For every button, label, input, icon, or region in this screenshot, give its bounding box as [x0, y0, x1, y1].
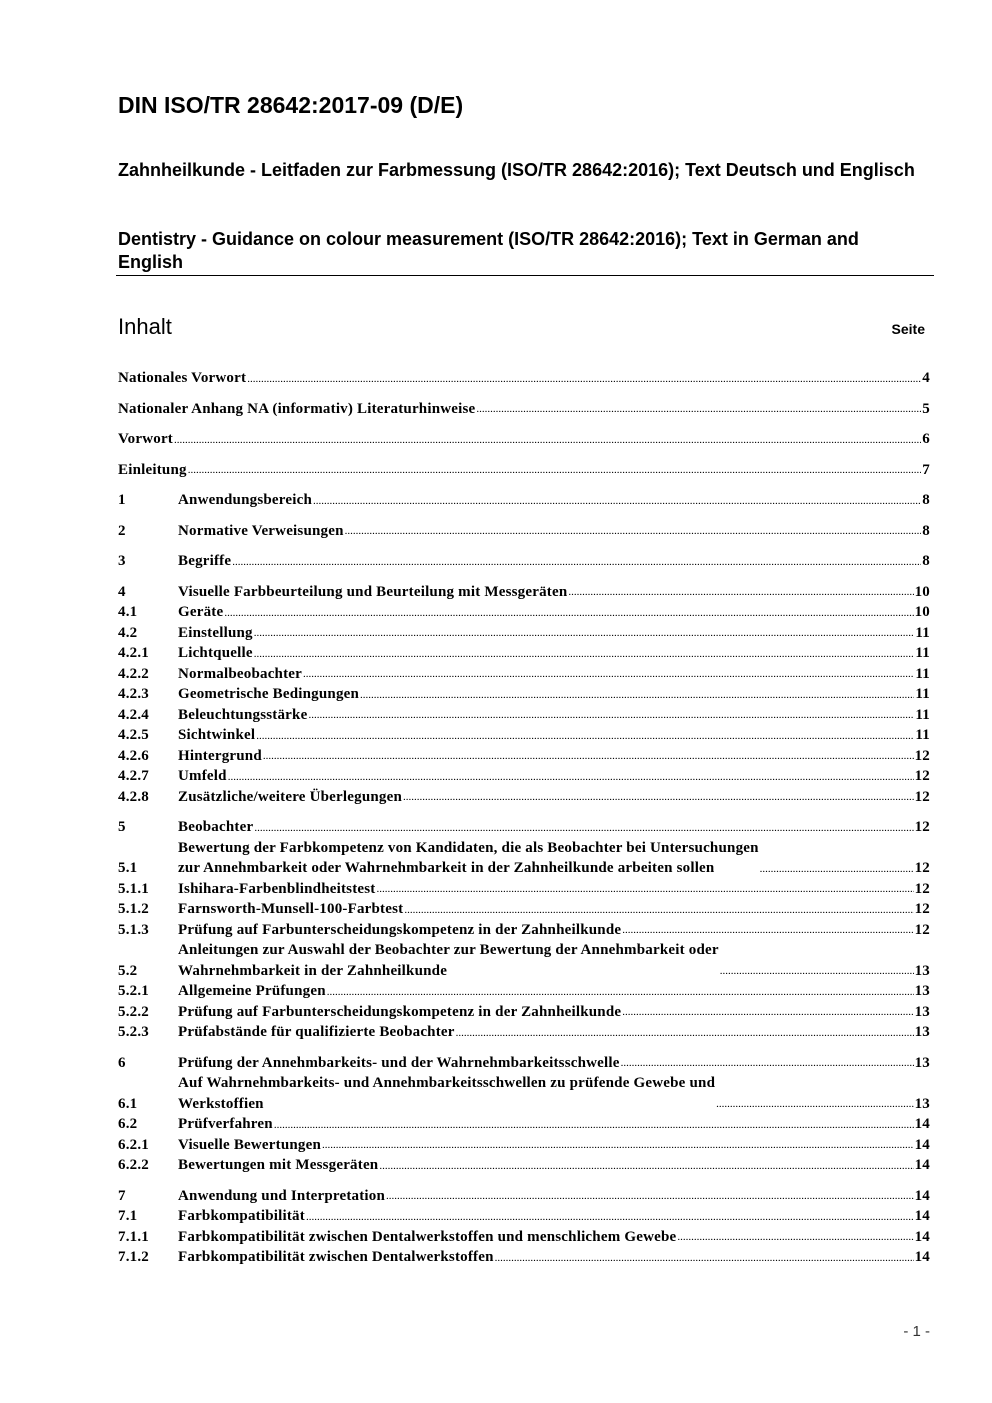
- toc-entry[interactable]: [118, 490, 930, 511]
- toc-entry-title-wrap: [178, 787, 915, 808]
- toc-leader-dots: [232, 555, 921, 572]
- page-column-label: Seite: [891, 321, 925, 337]
- toc-entry-page: 8: [922, 553, 930, 569]
- toc-entry-title: Prüfabstände für qualifizierte Beobachter: [178, 1024, 455, 1040]
- toc-entry-page: 8: [922, 492, 930, 508]
- toc-entry[interactable]: [118, 643, 930, 664]
- toc-entry[interactable]: [118, 705, 930, 726]
- toc-entry-page: 11: [915, 665, 930, 682]
- toc-entry[interactable]: [118, 460, 930, 481]
- toc-entry-title-wrap: [178, 521, 922, 542]
- toc-entry-page: 14: [914, 1249, 930, 1265]
- toc-entry-title: Ishihara-Farbenblindheitstest: [178, 880, 376, 897]
- toc-entry[interactable]: [118, 1073, 930, 1114]
- toc-leader-dots: [377, 882, 914, 899]
- toc-leader-dots: [720, 964, 914, 981]
- toc-entry-title-wrap: [178, 838, 915, 879]
- toc-entry-title-wrap: [118, 399, 922, 420]
- toc-entry-page: 11: [915, 706, 930, 723]
- toc-leader-dots: [622, 1005, 913, 1022]
- toc-entry-page: 11: [915, 624, 930, 641]
- toc-entry-number: 5.2.2: [118, 1003, 149, 1020]
- toc-entry[interactable]: [118, 521, 930, 542]
- toc-entry-number: 4.2.4: [118, 706, 149, 723]
- toc-entry-page: 14: [914, 1116, 930, 1132]
- toc-entry-number: 5.2.3: [118, 1024, 149, 1040]
- toc-entry-title: Geometrische Bedingungen: [178, 686, 360, 702]
- toc-entry-number: 4.2.1: [118, 645, 149, 661]
- toc-entry-title-wrap: [178, 725, 915, 746]
- toc-entry-title-wrap: [178, 1135, 915, 1156]
- toc-entry[interactable]: [118, 1053, 930, 1074]
- toc-entry-page: 12: [914, 747, 930, 764]
- toc-entry-title: Vorwort: [118, 431, 173, 447]
- toc-entry-title: Beobachter: [178, 819, 254, 835]
- toc-entry-number: 4.2.7: [118, 768, 149, 784]
- toc-entry-number: 2: [118, 522, 126, 539]
- toc-leader-dots: [677, 1230, 913, 1247]
- toc-entry[interactable]: [118, 1247, 930, 1268]
- toc-leader-dots: [456, 1026, 914, 1043]
- toc-entry[interactable]: [118, 766, 930, 787]
- toc-leader-dots: [495, 1251, 914, 1268]
- toc-entry-title: Sichtwinkel: [178, 727, 256, 743]
- toc-entry-page: 12: [914, 819, 930, 835]
- toc-entry-page: 12: [914, 788, 930, 805]
- toc-entry[interactable]: [118, 684, 930, 705]
- toc-entry-number: 6: [118, 1054, 126, 1071]
- toc-entry[interactable]: [118, 725, 930, 746]
- toc-entry-page: 11: [915, 727, 930, 743]
- toc-entry-title-wrap: [178, 623, 915, 644]
- toc-entry-title-wrap: [178, 1073, 915, 1114]
- toc-leader-dots: [188, 463, 922, 480]
- toc-leader-dots: [254, 647, 915, 664]
- toc-leader-dots: [303, 667, 914, 684]
- toc-entry-number: 4.2.6: [118, 747, 149, 764]
- toc-entry-title: Umfeld: [178, 768, 227, 784]
- toc-entry[interactable]: [118, 1114, 930, 1135]
- toc-leader-dots: [327, 985, 914, 1002]
- toc-entry-title-wrap: [178, 981, 915, 1002]
- toc-entry-title-lines: [178, 838, 759, 879]
- toc-leader-dots: [568, 585, 913, 602]
- toc-leader-dots: [174, 433, 921, 450]
- toc-entry[interactable]: [118, 664, 930, 685]
- toc-entry-title-wrap: [118, 368, 922, 389]
- toc-entry-title-wrap: [118, 429, 922, 450]
- toc-entry-number: 4.2.3: [118, 686, 149, 702]
- toc-entry-title: Farbkompatibilität: [178, 1208, 305, 1224]
- toc-entry-title: Visuelle Bewertungen: [178, 1136, 322, 1153]
- toc-heading: Inhalt: [118, 314, 172, 339]
- toc-entry-title-wrap: [178, 684, 915, 705]
- toc-entry-page: 11: [915, 645, 930, 661]
- toc-entry-number: 6.1: [118, 1095, 138, 1112]
- toc-entry-title: Anleitungen zur Auswahl der Beobachter zur Bewertung der Annehmbarkeit oder: [178, 942, 719, 958]
- toc-entry[interactable]: [118, 623, 930, 644]
- toc-entry-page: 14: [914, 1208, 930, 1224]
- toc-entry-number: 5.2: [118, 962, 138, 979]
- toc-entry-title-wrap: [178, 1002, 915, 1023]
- toc-entry-title: Nationales Vorwort: [118, 370, 247, 386]
- toc-entry[interactable]: [118, 940, 930, 981]
- toc-entry-page: 14: [914, 1187, 930, 1204]
- toc-entry[interactable]: [118, 787, 930, 808]
- toc-entry[interactable]: [118, 746, 930, 767]
- toc-entry[interactable]: [118, 1206, 930, 1227]
- toc-entry-number: 5.1.2: [118, 901, 149, 917]
- toc-entry-title-lines: [178, 940, 719, 981]
- toc-leader-dots: [256, 729, 914, 746]
- toc-entry[interactable]: [118, 899, 930, 920]
- toc-entry-title-wrap: [178, 1227, 915, 1248]
- toc-entry-number: 5: [118, 819, 126, 835]
- toc-leader-dots: [274, 1118, 914, 1135]
- toc-entry-page: 6: [922, 431, 930, 447]
- toc-entry-page: 13: [914, 1054, 930, 1071]
- toc-leader-dots: [404, 903, 913, 920]
- toc-entry-page: 14: [914, 1228, 930, 1245]
- toc-leader-dots: [254, 626, 915, 643]
- toc-leader-dots: [760, 862, 914, 879]
- toc-entry-title-wrap: [178, 705, 915, 726]
- toc-entry-page: 10: [914, 583, 930, 600]
- toc-entry-title: Nationaler Anhang NA (informativ) Literaturhinweise: [118, 400, 476, 417]
- toc-entry-title-wrap: [178, 817, 915, 838]
- toc-entry-number: 5.1.1: [118, 880, 149, 897]
- toc-entry[interactable]: [118, 1227, 930, 1248]
- toc-entry-number: 3: [118, 553, 126, 569]
- toc-entry-title: Geräte: [178, 604, 224, 620]
- toc-entry-title-wrap: [178, 490, 922, 511]
- toc-entry[interactable]: [118, 1022, 930, 1043]
- toc-entry-title: Prüfung auf Farbunterscheidungskompetenz in der Zahnheilkunde: [178, 1003, 622, 1020]
- toc-entry-page: 12: [914, 880, 930, 897]
- toc-entry[interactable]: [118, 981, 930, 1002]
- toc-entry-title: Beleuchtungsstärke: [178, 706, 308, 723]
- toc-entry-title: Begriffe: [178, 553, 232, 569]
- toc-entry-page: 13: [914, 962, 930, 979]
- toc-entry-number: 7.1.1: [118, 1228, 149, 1245]
- toc-entry[interactable]: [118, 1155, 930, 1176]
- toc-entry[interactable]: [118, 582, 930, 603]
- table-of-contents: [118, 368, 930, 1268]
- toc-entry-number: 4: [118, 583, 126, 600]
- toc-leader-dots: [263, 749, 914, 766]
- toc-entry-title: Farbkompatibilität zwischen Dentalwerkstoffen: [178, 1249, 494, 1265]
- toc-entry-title-wrap: [178, 1053, 915, 1074]
- toc-entry-title-continued: Wahrnehmbarkeit in der Zahnheilkunde: [178, 962, 448, 979]
- toc-entry-title-wrap: [178, 1186, 915, 1207]
- subtitle-english: Dentistry - Guidance on colour measurement (ISO/TR 28642:2016); Text in German and English: [118, 229, 859, 272]
- toc-entry-title-wrap: [178, 920, 915, 941]
- toc-entry-page: 13: [914, 1095, 930, 1112]
- toc-leader-dots: [716, 1097, 913, 1114]
- toc-entry-title: Anwendungsbereich: [178, 492, 312, 508]
- toc-entry-title: Normative Verweisungen: [178, 522, 344, 539]
- toc-entry-title-wrap: [178, 643, 915, 664]
- toc-entry-number: 7.1: [118, 1208, 138, 1224]
- toc-entry[interactable]: [118, 1002, 930, 1023]
- toc-entry-number: 7: [118, 1187, 126, 1204]
- toc-entry-title-wrap: [178, 551, 922, 572]
- toc-entry[interactable]: [118, 920, 930, 941]
- toc-entry-title: Lichtquelle: [178, 645, 253, 661]
- toc-entry-title-wrap: [178, 1155, 915, 1176]
- toc-leader-dots: [403, 790, 914, 807]
- toc-entry[interactable]: [118, 838, 930, 879]
- toc-entry-title-continued: zur Annehmbarkeit oder Wahrnehmbarkeit in der Zahnheilkunde arbeiten sollen: [178, 860, 715, 876]
- toc-entry-title: Allgemeine Prüfungen: [178, 983, 326, 999]
- toc-entry-title-wrap: [178, 899, 915, 920]
- toc-entry-page: 11: [915, 686, 930, 702]
- toc-leader-dots: [247, 372, 921, 389]
- subtitle-german: Zahnheilkunde - Leitfaden zur Farbmessung (ISO/TR 28642:2016); Text Deutsch und Englisch: [118, 160, 915, 180]
- toc-leader-dots: [224, 606, 913, 623]
- toc-entry-number: 4.2.8: [118, 788, 149, 805]
- toc-leader-dots: [386, 1189, 914, 1206]
- toc-entry-page: 12: [914, 921, 930, 938]
- toc-leader-dots: [306, 1210, 914, 1227]
- toc-entry[interactable]: [118, 1186, 930, 1207]
- toc-entry-page: 13: [914, 983, 930, 999]
- toc-entry-title: Anwendung und Interpretation: [178, 1187, 386, 1204]
- toc-entry-title-continued: Werkstoffien: [178, 1095, 264, 1112]
- toc-entry-number: 6.2: [118, 1116, 138, 1132]
- toc-entry-page: 12: [914, 768, 930, 784]
- toc-entry-title: Farnsworth-Munsell-100-Farbtest: [178, 901, 404, 917]
- toc-entry-title-wrap: [178, 664, 915, 685]
- toc-entry[interactable]: [118, 551, 930, 572]
- toc-entry-title: Bewertungen mit Messgeräten: [178, 1157, 379, 1173]
- toc-entry-page: 10: [914, 604, 930, 620]
- toc-entry-title-wrap: [178, 1114, 915, 1135]
- toc-entry-page: 13: [914, 1024, 930, 1040]
- toc-leader-dots: [254, 821, 913, 838]
- toc-entry[interactable]: [118, 399, 930, 420]
- toc-entry-title: Normalbeobachter: [178, 665, 303, 682]
- toc-entry-title: Zusätzliche/weitere Überlegungen: [178, 788, 403, 805]
- toc-entry[interactable]: [118, 429, 930, 450]
- toc-leader-dots: [345, 524, 922, 541]
- toc-leader-dots: [308, 708, 914, 725]
- toc-leader-dots: [322, 1138, 914, 1155]
- toc-entry-title-wrap: [178, 582, 915, 603]
- toc-entry[interactable]: [118, 602, 930, 623]
- toc-entry-title: Prüfung auf Farbunterscheidungskompetenz in der Zahnheilkunde: [178, 921, 622, 938]
- toc-entry[interactable]: [118, 879, 930, 900]
- toc-entry-title: Farbkompatibilität zwischen Dentalwerkstoffen und menschlichem Gewebe: [178, 1228, 677, 1245]
- toc-entry-title-wrap: [178, 1206, 915, 1227]
- toc-entry-title: Bewertung der Farbkompetenz von Kandidaten, die als Beobachter bei Untersuchungen: [178, 839, 759, 856]
- toc-leader-dots: [313, 494, 921, 511]
- toc-entry[interactable]: [118, 1135, 930, 1156]
- toc-entry-title-wrap: [178, 1247, 915, 1268]
- page-number: - 1 -: [903, 1323, 930, 1340]
- toc-entry-number: 4.1: [118, 604, 138, 620]
- toc-entry-title: Hintergrund: [178, 747, 262, 764]
- toc-entry-number: 4.2.5: [118, 727, 149, 743]
- toc-entry-title: Visuelle Farbbeurteilung und Beurteilung mit Messgeräten: [178, 583, 568, 600]
- toc-entry[interactable]: [118, 368, 930, 389]
- toc-entry-page: 14: [914, 1157, 930, 1173]
- toc-entry-title-wrap: [178, 766, 915, 787]
- toc-entry[interactable]: [118, 817, 930, 838]
- toc-leader-dots: [360, 688, 914, 705]
- toc-entry-title: Einleitung: [118, 461, 187, 478]
- toc-entry-title-wrap: [178, 1022, 915, 1043]
- toc-entry-number: 4.2: [118, 624, 138, 641]
- toc-entry-title-wrap: [178, 879, 915, 900]
- toc-entry-title-lines: [178, 1073, 715, 1114]
- toc-entry-number: 6.2.1: [118, 1136, 149, 1153]
- toc-entry-number: 6.2.2: [118, 1157, 149, 1173]
- toc-entry-title-wrap: [178, 940, 915, 981]
- toc-leader-dots: [379, 1159, 913, 1176]
- toc-entry-title: Auf Wahrnehmbarkeits- und Annehmbarkeitsschwellen zu prüfende Gewebe und: [178, 1075, 716, 1091]
- toc-entry-page: 4: [922, 370, 930, 386]
- toc-entry-number: 5.1.3: [118, 921, 149, 938]
- header-divider: [116, 275, 934, 276]
- toc-entry-number: 1: [118, 492, 126, 508]
- toc-leader-dots: [622, 923, 913, 940]
- toc-entry-number: 5.1: [118, 860, 138, 876]
- toc-entry-page: 7: [922, 461, 930, 478]
- toc-leader-dots: [621, 1056, 914, 1073]
- toc-entry-page: 13: [914, 1003, 930, 1020]
- toc-entry-title-wrap: [178, 746, 915, 767]
- toc-leader-dots: [228, 770, 914, 787]
- toc-entry-page: 12: [914, 860, 930, 876]
- toc-entry-title: Prüfung der Annehmbarkeits- und der Wahrnehmbarkeitsschwelle: [178, 1054, 620, 1071]
- toc-entry-page: 5: [922, 400, 930, 417]
- toc-leader-dots: [476, 402, 921, 419]
- document-title: DIN ISO/TR 28642:2017-09 (D/E): [118, 92, 464, 118]
- toc-entry-page: 12: [914, 901, 930, 917]
- toc-entry-page: 14: [914, 1136, 930, 1153]
- toc-entry-page: 8: [922, 522, 930, 539]
- toc-entry-title: Einstellung: [178, 624, 253, 641]
- toc-entry-title-wrap: [118, 460, 922, 481]
- toc-entry-number: 4.2.2: [118, 665, 149, 682]
- toc-entry-title: Prüfverfahren: [178, 1116, 273, 1132]
- toc-entry-number: 7.1.2: [118, 1249, 149, 1265]
- toc-entry-number: 5.2.1: [118, 983, 149, 999]
- toc-entry-title-wrap: [178, 602, 915, 623]
